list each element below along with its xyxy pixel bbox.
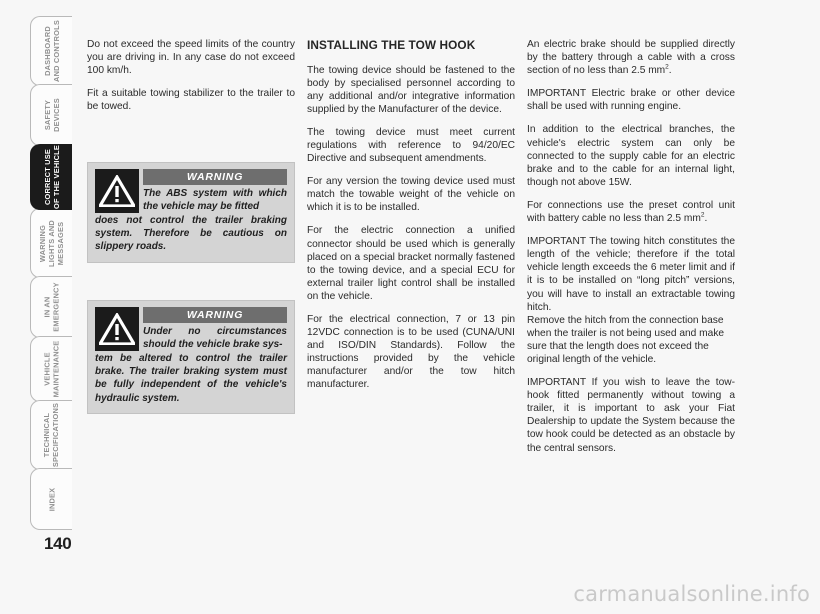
paragraph: Remove the hitch from the connection base when the trailer is not being used and make sure that the length does not exceed the original length of the vehicle. — [527, 314, 725, 365]
paragraph: IMPORTANT The towing hitch constitutes the length of the vehicle; therefore if the total vehicle length exceeds the 6 meter limit and if it is to be installed on “long pitch” versions, you will have to install an extractable towing hitch. — [527, 236, 735, 313]
sidebar-tab-in-an-emergency[interactable] — [30, 276, 72, 338]
sidebar-tab-label-line1: SAFETY — [42, 99, 52, 131]
sidebar-tab-label-line1: DASHBOARD — [42, 26, 52, 76]
paragraph-text-end: . — [668, 65, 672, 77]
paragraph: IMPORTANT If you wish to leave the tow-hook fitted permanently without towing a trailer, it is important to ask your Fiat Dealership to update the System because the tow hook could be detected as an obstacle by the central sensors. — [527, 377, 735, 454]
sidebar-tab-label-line1: VEHICLE — [42, 352, 52, 386]
warning-title: WARNING — [186, 308, 244, 321]
warning-box-brake-system — [87, 300, 295, 414]
warning-triangle-icon — [95, 307, 139, 351]
warning-text-top: The ABS system with which the vehicle may be fitted — [143, 187, 287, 212]
warning-body-top — [139, 169, 287, 213]
sidebar-tab-correct-use-of-the-vehicle[interactable] — [30, 144, 72, 210]
watermark: carmanualsonline.info — [573, 582, 810, 606]
sidebar-tab-label-line2: LIGHTS AND — [47, 219, 57, 267]
sidebar-tab-technical-specifications[interactable] — [30, 400, 72, 470]
paragraph: Fit a suitable towing stabilizer to the trailer to be towed. — [87, 88, 295, 113]
sidebar-tab-label-line1: WARNING — [38, 224, 48, 262]
superscript-unit: 2 — [665, 63, 669, 71]
warning-triangle-icon — [95, 169, 139, 213]
sidebar-tab-label-line2: EMERGENCY — [51, 282, 61, 332]
paragraph: For any version the towing device used must match the towable weight of the vehicle on which it is to be installed. — [307, 176, 515, 214]
paragraph: Do not exceed the speed limits of the country you are driving in. In any case do not exceed 100 km/h. — [87, 39, 295, 77]
sidebar-tab-label — [47, 487, 56, 511]
sidebar-tab-label-line1: TECHNICAL — [42, 412, 52, 458]
sidebar-tab-label — [43, 282, 61, 331]
section-heading: INSTALLING THE TOW HOOK — [307, 38, 476, 52]
warning-text-top: Under no circumstances should the vehicle brake sys- — [143, 325, 287, 350]
text-column-2 — [307, 38, 515, 392]
sidebar-tab-dashboard-and-controls[interactable] — [30, 16, 72, 86]
sidebar-tab-safety-devices[interactable] — [30, 84, 72, 146]
text-column-3 — [527, 38, 735, 455]
paragraph: IMPORTANT Electric brake or other device shall be used with running engine. — [527, 88, 735, 113]
paragraph-text-end: . — [704, 213, 708, 225]
page-number: 140 — [44, 534, 72, 553]
warning-title-bar — [143, 307, 287, 323]
paragraph — [527, 199, 735, 225]
sidebar-tab-index[interactable] — [30, 468, 72, 530]
paragraph-text: For connections use the preset control unit with battery cable no less than 2.5 mm — [527, 199, 735, 225]
paragraph: The towing device must meet current regulations with reference to 94/20/EC Directive and subsequent amendments. — [307, 126, 515, 165]
warning-box-abs-system — [87, 162, 295, 263]
sidebar-tab-label-line1: IN AN — [42, 296, 52, 318]
sidebar-tab-label — [43, 20, 61, 82]
warning-title: WARNING — [186, 170, 244, 183]
sidebar-tab-label-line1: INDEX — [47, 487, 56, 511]
warning-title-bar — [143, 169, 287, 185]
paragraph — [527, 38, 735, 77]
section-tabs-sidebar — [30, 16, 72, 528]
superscript-unit: 2 — [700, 211, 705, 219]
sidebar-tab-label — [43, 145, 61, 209]
warning-text-rest: tem be altered to control the trailer brake. The trailer braking system must be fully independent of the vehicle's hydraulic system. — [95, 353, 287, 404]
sidebar-tab-label — [43, 341, 61, 398]
sidebar-tab-warning-lights-and-messages[interactable] — [30, 208, 72, 278]
warning-text-rest: does not control the trailer braking system. Therefore be cautious on slippery roads. — [95, 215, 287, 253]
sidebar-tab-label-line2: AND CONTROLS — [51, 20, 61, 82]
warning-header — [95, 169, 287, 213]
paragraph: For the electrical connection, 7 or 13 pin 12VDC connection is to be used (CUNA/UNI and ISO/DIN Standards). Follow the instructions provided by the vehicle manufacturer and/or the tow hitch manufacturer. — [307, 314, 515, 391]
sidebar-tab-label-line1: CORRECT USE — [42, 149, 52, 206]
sidebar-tab-label — [38, 220, 65, 267]
text-column-1 — [87, 38, 295, 113]
sidebar-tab-label — [43, 403, 61, 467]
sidebar-tab-label-line2: SPECIFICATIONS — [51, 402, 61, 468]
paragraph-text: An electric brake should be supplied directly by the battery through a cable with a cross section of no less than 2.5 mm — [527, 39, 735, 77]
paragraph: In addition to the electrical branches, the vehicle's electric system can only be connected to the supply cable for an electric brake and to the cable for an internal light, though not above 15W. — [527, 124, 735, 188]
warning-header — [95, 307, 287, 351]
paragraph: For the electric connection a unified connector should be used which is generally placed on a special bracket normally fastened to the towing device, and a special ECU for external trailer light control shall be installed on the vehicle. — [307, 225, 515, 302]
sidebar-tab-label — [42, 98, 60, 132]
sidebar-tab-label-line2: OF THE VEHICLE — [51, 145, 61, 209]
sidebar-tab-label-line2: DEVICES — [51, 98, 61, 132]
sidebar-tab-label-line2: MAINTENANCE — [51, 340, 61, 398]
sidebar-tab-vehicle-maintenance[interactable] — [30, 336, 72, 402]
warning-body-top — [139, 307, 287, 351]
paragraph: The towing device should be fastened to the body by specialised personnel according to any additional and/or integrative information supplied by the Manufacturer of the device. — [307, 64, 515, 115]
sidebar-tab-label-line3: MESSAGES — [56, 221, 66, 265]
